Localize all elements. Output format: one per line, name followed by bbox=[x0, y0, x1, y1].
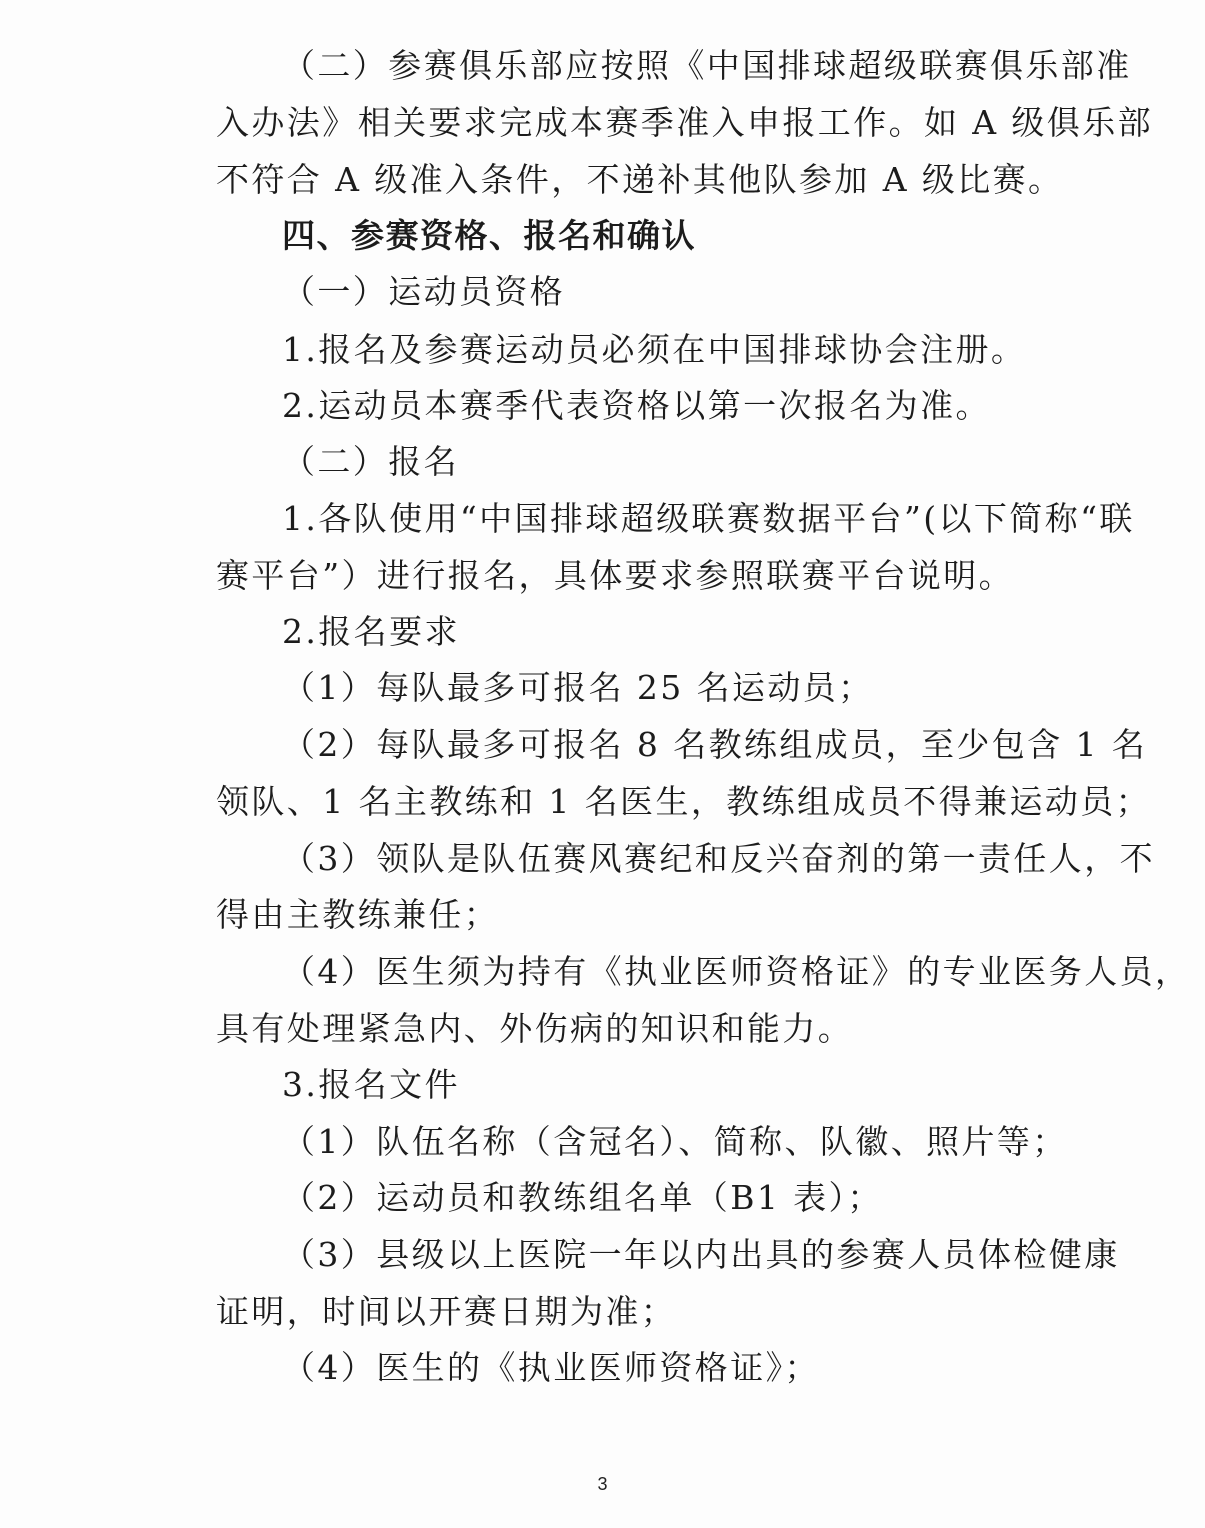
paragraph-line: 具有处理紧急内、外伤病的知识和能力。 bbox=[216, 1009, 854, 1048]
list-item: （3）领队是队伍赛风赛纪和反兴奋剂的第一责任人，不 bbox=[282, 839, 1155, 878]
list-item: （3）县级以上医院一年以内出具的参赛人员体检健康 bbox=[282, 1235, 1120, 1274]
list-item: （4）医生的《执业医师资格证》； bbox=[282, 1348, 820, 1387]
list-item: （2）运动员和教练组名单（B1 表）； bbox=[282, 1178, 883, 1217]
list-item: （4）医生须为持有《执业医师资格证》的专业医务人员， bbox=[282, 952, 1191, 991]
paragraph-line: 2.报名要求 bbox=[282, 612, 460, 651]
paragraph-line: （二）参赛俱乐部应按照《中国排球超级联赛俱乐部准 bbox=[282, 46, 1132, 85]
list-item: （2）每队最多可报名 8 名教练组成员，至少包含 1 名 bbox=[282, 725, 1148, 764]
paragraph-line: 不符合 A 级准入条件，不递补其他队参加 A 级比赛。 bbox=[216, 160, 1064, 199]
subsection-heading: （一）运动员资格 bbox=[282, 272, 566, 311]
paragraph-line: 领队、1 名主教练和 1 名医生，教练组成员不得兼运动员； bbox=[216, 782, 1152, 821]
paragraph-line: 2.运动员本赛季代表资格以第一次报名为准。 bbox=[282, 386, 991, 425]
page-number: 3 bbox=[597, 1474, 608, 1494]
subsection-heading: （二）报名 bbox=[282, 442, 459, 481]
paragraph-line: 3.报名文件 bbox=[282, 1065, 460, 1104]
paragraph-line: 得由主教练兼任； bbox=[216, 895, 500, 934]
paragraph-line: 证明，时间以开赛日期为准； bbox=[216, 1292, 677, 1331]
paragraph-line: 赛平台”）进行报名，具体要求参照联赛平台说明。 bbox=[216, 556, 1015, 595]
list-item: （1）每队最多可报名 25 名运动员； bbox=[282, 668, 874, 707]
section-heading: 四、参赛资格、报名和确认 bbox=[282, 216, 696, 255]
paragraph-line: 入办法》相关要求完成本赛季准入申报工作。如 A 级俱乐部 bbox=[216, 103, 1154, 142]
list-item: （1）队伍名称（含冠名）、简称、队徽、照片等； bbox=[282, 1122, 1068, 1161]
paragraph-line: 1.报名及参赛运动员必须在中国排球协会注册。 bbox=[282, 330, 1027, 369]
paragraph-line: 1.各队使用“中国排球超级联赛数据平台”(以下简称“联 bbox=[282, 499, 1135, 538]
